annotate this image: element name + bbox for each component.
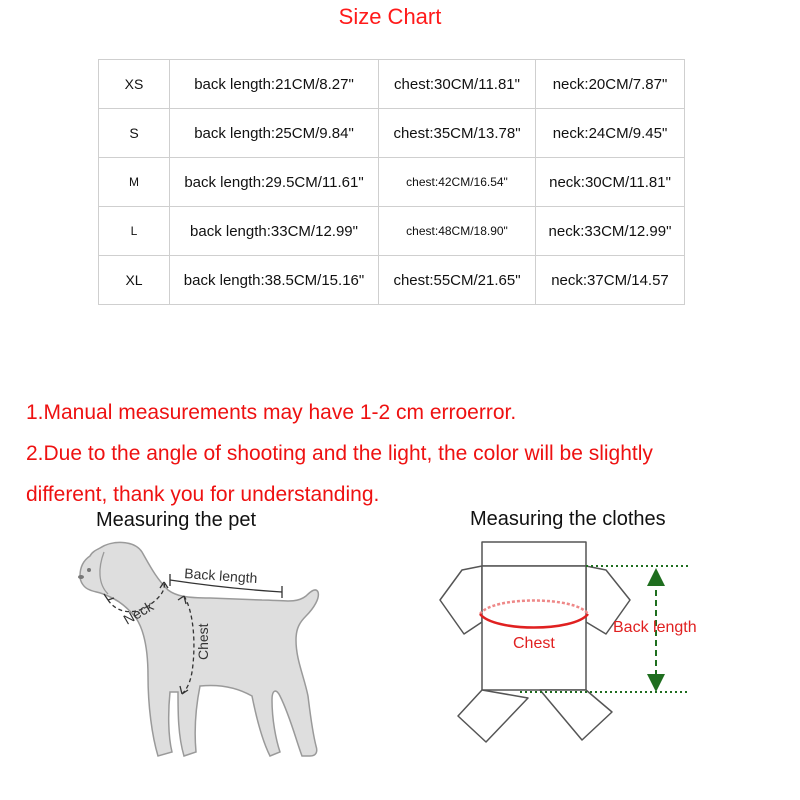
size-cell: S [99, 109, 170, 158]
chest-cell: chest:30CM/11.81" [379, 60, 536, 109]
dog-chest-label: Chest [195, 623, 211, 660]
neck-cell: neck:30CM/11.81" [536, 158, 685, 207]
pet-diagram-caption: Measuring the pet [96, 509, 257, 531]
dog-neck-label: Neck [120, 597, 157, 628]
back-length-cell: back length:38.5CM/15.16" [170, 256, 379, 305]
note-line-1: 1.Manual measurements may have 1-2 cm erroerror. [26, 401, 517, 424]
dog-nose [78, 575, 84, 579]
chest-cell: chest:35CM/13.78" [379, 109, 536, 158]
clothes-diagram-caption: Measuring the clothes [470, 508, 666, 530]
size-cell: M [99, 158, 170, 207]
dog-illustration [78, 542, 318, 756]
clothes-left-leg [458, 690, 528, 742]
clothes-right-leg [540, 690, 612, 740]
chest-cell: chest:42CM/16.54" [379, 158, 536, 207]
clothes-chest-label: Chest [513, 635, 555, 652]
back-length-cell: back length:25CM/9.84" [170, 109, 379, 158]
clothes-back-length-label: Back length [613, 619, 697, 636]
arrow-up-icon [647, 568, 665, 586]
clothes-collar [482, 542, 586, 566]
back-length-cell: back length:33CM/12.99" [170, 207, 379, 256]
neck-cell: neck:20CM/7.87" [536, 60, 685, 109]
back-length-cell: back length:29.5CM/11.61" [170, 158, 379, 207]
note-line-2: 2.Due to the angle of shooting and the light, the color will be slightly [26, 442, 653, 465]
size-cell: L [99, 207, 170, 256]
chest-cell: chest:48CM/18.90" [379, 207, 536, 256]
arrow-down-icon [647, 674, 665, 692]
dog-back-length-label: Back length [183, 565, 258, 587]
neck-cell: neck:24CM/9.45" [536, 109, 685, 158]
clothes-left-sleeve [440, 566, 482, 634]
size-cell: XS [99, 60, 170, 109]
size-chart-title: Size Chart [338, 4, 442, 29]
chest-cell: chest:55CM/21.65" [379, 256, 536, 305]
size-cell: XL [99, 256, 170, 305]
dog-eye [87, 568, 91, 572]
note-line-3: different, thank you for understanding. [26, 483, 380, 506]
neck-cell: neck:37CM/14.57 [536, 256, 685, 305]
back-length-cell: back length:21CM/8.27" [170, 60, 379, 109]
neck-cell: neck:33CM/12.99" [536, 207, 685, 256]
